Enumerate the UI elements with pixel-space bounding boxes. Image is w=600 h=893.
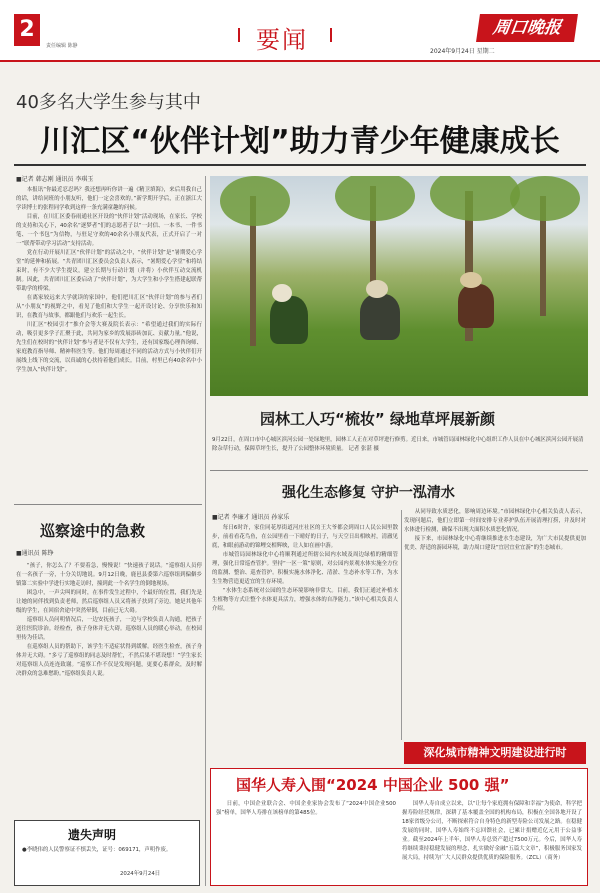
byline-marker: ■: [212, 514, 218, 521]
worker-figure: [458, 284, 494, 328]
article3-para: 困急中，一声尖叫的同时，在事件发生过程中，个最好的位置，我们先是让她的同伴找到负责老师，然后巡察组人员又将孩子扶到了旁边。她是其他年级的学生，在回宿舍途中突然晕倒，目前已无大碍。: [16, 590, 202, 614]
headline-rule: [14, 164, 586, 166]
article3-para: 在巡察组人员的帮助下，该学生不适症状得到缓解。经医生检查，孩子身体并无大碍。“多亏了巡察组的同志及时帮忙，不然后果不堪设想！”学生家长对巡察组人员连连致谢。“巡察工作不仅是发现问题，更要心系群众，及时解决群众的急难愁盼。”巡察组负责人说。: [16, 644, 202, 677]
article2-body-col1: [212, 524, 398, 738]
news-photo-gardeners: [210, 176, 588, 396]
byline-marker: ■: [16, 550, 22, 557]
main-byline-text: 记者 韩志刚 通讯员 李琪玉: [21, 176, 94, 183]
article4-body-col1: [216, 800, 396, 882]
photo-caption-title: 园林工人巧“梳妆” 绿地草坪展新颜: [260, 410, 495, 428]
article3-para: 巡察组人员问明情况后，一边安抚孩子，一边与学校负责人沟通，把孩子送往医院诊治。经检查，孩子身体并无大碍。巡察组人员的暖心举动，在校园里传为佳话。: [16, 617, 202, 641]
main-kicker: 40多名大学生参与其中: [16, 92, 201, 113]
issue-date: 2024年9月24日 星期二: [430, 48, 495, 55]
article2-title: 强化生态修复 守护一泓清水: [282, 485, 455, 501]
article3-byline: [16, 548, 54, 557]
worker-hat: [272, 284, 292, 302]
article4-para: 国华人寿自成立以来，以“让每个家庭拥有保障和幸福”为使命，科学把握寿险经营规律，深耕了基本覆盖全国的机构布局，积极在全国各地开设了18家省级分公司，不断探索符合自身特色的新型寿险公司发展之路。在稳健发展的同时，国华人寿始终不忘回馈社会，已累计捐赠近亿元用于公益事业。截至2024年上半年，国华人寿总资产超过7500万元。今后，国华人寿将继续秉持稳健发展的理念，扎实做好金融“五篇大文章”，积极服务国家发展大局，持续为广大人民群众提供优质的保险服务。（ZCL）（商务）: [402, 801, 582, 861]
section-divider-right: [330, 28, 332, 42]
article2-para: 每日6时许，家住同花厚街道河庄社区的王大爷都会到周口人民公园里散步，前看看花鸟鱼，在公园里看一下晴好的日子，与天空日出相映衬，清澈见底，和眼前游动的锦鲤交相辉映，让人如在画中游。: [212, 525, 398, 549]
civilization-banner: 深化城市精神文明建设进行时: [404, 742, 586, 764]
worker-figure: [270, 296, 308, 344]
article2-para: 市城管局园林绿化中心将顺利通过所辖公园内水域及周边绿植的精细管理，强化日常巡查管护。坚持“一区一策”原则，对公园内景观水体实施全方位的监测、整治、巡查管护。积极实施水体净化、清淤、生态补水等工作，为水生生物营造更适宜的生存环境。: [212, 552, 398, 585]
page-number: 2: [14, 14, 40, 46]
main-para: 在离家较远来大学就读的家国中，他们把川汇区“伙伴计划”的参与者们从“小朋友”的视野之中，看见了他们和大学生一起开设讨论、分享快乐和知识，在教育与故事，都跟他们与欢乐一起生长。: [16, 295, 202, 319]
article2-para: “水体生态系统对公园的生态环境影响非常大。目前，我们正通过补植水生植物等方式让整个水体更具活力，增强水体的自净能力。”该中心相关负责人介绍。: [212, 588, 398, 612]
main-para: 本报讯“你最近忍忍吗？我还想再听你讲一遍《精卫填海》，来后用我自己的话，讲给同班的小朋友听，他们一定会喜欢的。”新学期开学后，正在浙江大学读博士的张程同学收到这样一条充满童趣的问候。: [16, 187, 202, 211]
caption-rule: [210, 470, 588, 471]
article3-para: “孩子，你怎么了？不要着急，慢慢说！”快速孩子说话。“巡察组人员停在一名孩子一旁，十分关切地说。9月12日晚，鹿邑县委第六巡察组到偏僻乡镇第二实验中学进行实地走访时，撞到此一个名学生的倒地现场。: [16, 563, 202, 587]
article3-top-rule: [14, 504, 202, 505]
article2-body-col2: [404, 508, 586, 738]
lost-notice-text: ●李晓伟的人民警察证不慎丢失，证号：069171，声明作废。: [22, 847, 172, 853]
main-article-body: [16, 186, 202, 494]
article3-byline-text: 通讯员 陈铮: [21, 550, 54, 557]
main-para: 目前，在川汇区委春雨通社区开设的“伙伴计划”活动现场，在家长、学校的支持和关心下，40余名“逐梦者”们的志愿者子以“一封信、一本书、一件书笔、一个书包”为信物，与驻足守欢的40余名小朋友代表，正式开启了一对一“联帮带动学习活动”支持活动。: [16, 214, 202, 247]
tree-crown: [430, 176, 520, 221]
worker-figure: [360, 294, 400, 340]
article2-para: 接下来，市园林绿化中心将继续推进水生态建设，为广大市民提供更加优美、舒适的游园环境，助力周口建设“宜居宜业宜游”的生态城市。: [404, 536, 586, 551]
column-divider: [401, 510, 402, 740]
tree-crown: [510, 176, 580, 221]
main-para: 川汇区“校园引才”推介会等大赛及院长表示：“希望通过我们的实际行动，吸引更多学子汇聚于此，共同为家乡的发展添砖加瓦、贡献力量。”他说，先生们在校时的“伙伴计划”参与者是不仅有大学生，还有国家级心理咨询师、家庭教育指导师、精神科医生等。他们每周通过不同的活动方式与小伙伴们开展线上线下的交流，以真诚的心扶持着他们成长。目前，村里已有40余名中小学生加入“伙伴计划”。: [16, 322, 202, 373]
main-byline: [16, 174, 93, 183]
worker-hat: [366, 280, 388, 298]
section-divider-left: [238, 28, 240, 42]
article2-byline-text: 记者 李廉才 通讯员 孙家乐: [217, 514, 290, 521]
article4-para: 日前，中国企业联合会、中国企业家协会发布了“2024中国企业500强”榜单，国华人寿排在该榜单的第485位。: [216, 801, 396, 816]
main-column-divider: [205, 176, 206, 886]
newspaper-logo: 周口晚报: [476, 14, 578, 42]
tree-crown: [220, 176, 290, 226]
lost-notice-title: 遗失声明: [68, 828, 117, 842]
article4-title: 国华人寿入围“2024 中国企业 500 强”: [236, 776, 510, 794]
tree-crown: [335, 176, 415, 221]
article3-title: 巡察途中的急救: [40, 522, 146, 540]
lost-notice-date: 2024年9月24日: [120, 871, 161, 877]
main-headline: 川汇区“伙伴计划”助力青少年健康成长: [40, 124, 560, 159]
byline-marker: ■: [16, 176, 22, 183]
editor-line: 责任编辑 陈静: [46, 43, 78, 49]
section-title: 要闻: [256, 26, 308, 54]
photo-caption: 9月22日，在周口市中心城区滨河公园一处绿地里，园林工人正在对草坪进行修剪。近日来，市城管局园林绿化中心组织工作人员在中心城区滨河公园开展清除杂草行动，保障草坪生长，提升了公园整体环境质量。 记者 张湛 摄: [212, 437, 584, 452]
main-para: 党在行动开展川汇区“伙伴计划”的活动之中，“伙伴计划”是“暑期爱心学堂”的延伸和拓展。“共青团川汇区委员会负责人表示，“暑期爱心学堂”和将结束时，有不少大学生提议，建立长期与行动计划（并将）小伙伴互动交流机制。因此，共青团川汇区委启动了“伙伴计划”，为大学生和小学生搭建起联帮带助学的桥梁。: [16, 250, 202, 292]
article4-body-col2: [402, 800, 582, 882]
article3-body: [16, 562, 202, 812]
article2-byline: [212, 512, 289, 521]
article2-para: 从同导致水质恶化，影响周边环境。”市园林绿化中心相关负责人表示，发现问题后，他们立即第一时间安排专业养护队伍开展清理打捞，并及时对水体进行检测，确保不出现大面积水质恶化情况。: [404, 509, 586, 533]
worker-hat: [460, 272, 482, 288]
